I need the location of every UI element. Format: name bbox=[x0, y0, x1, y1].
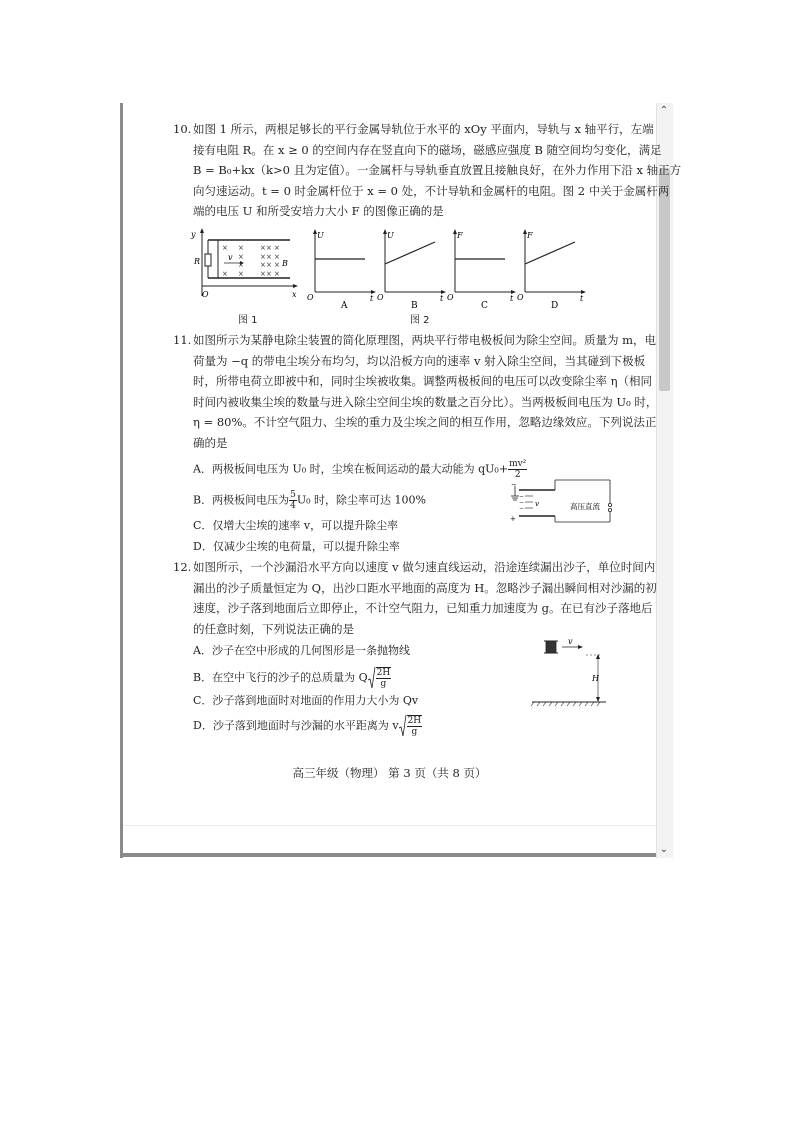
question-11-line: 时间内被收集尘埃的数量与进入除尘空间尘埃的数量之百分比）。当两极板间电压为 U₀ 时， bbox=[193, 394, 658, 409]
question-11-line: 如图所示为某静电除尘装置的简化原理图，两块平行带电极板间为除尘空间。质量为 m，电 bbox=[193, 333, 657, 347]
graph-d bbox=[517, 229, 586, 311]
svg-text:×: × bbox=[260, 253, 266, 261]
question-11-option-a bbox=[193, 459, 527, 480]
page-separator bbox=[123, 825, 656, 826]
viewer-left-border bbox=[120, 103, 123, 858]
graph-a-axis-label: U bbox=[317, 231, 324, 240]
graph-c-axis-label: F bbox=[457, 231, 463, 240]
question-10-line: 接有电阻 R。在 x ≥ 0 的空间内存在竖直向下的磁场，磁感应强度 B 随空间均匀变化，满足 bbox=[193, 142, 662, 157]
option-b-fraction bbox=[376, 667, 392, 689]
question-12-text bbox=[193, 557, 657, 639]
graph-a-origin: O bbox=[307, 293, 314, 302]
graph-b bbox=[377, 229, 446, 311]
svg-text:×: × bbox=[274, 270, 280, 278]
graph-c-origin: O bbox=[447, 293, 454, 302]
question-11-line: 确的是 bbox=[193, 435, 228, 450]
svg-text:×: × bbox=[238, 244, 244, 252]
fraction-denominator: 4 bbox=[290, 501, 296, 511]
hourglass-diagram bbox=[530, 637, 610, 707]
graph-c-label: C bbox=[481, 301, 488, 311]
fig1-b-label: B bbox=[282, 259, 288, 268]
svg-text:×: × bbox=[260, 261, 266, 269]
question-12-option-a: A．沙子在空中形成的几何图形是一条抛物线 bbox=[193, 644, 410, 657]
fraction-numerator: 2H bbox=[376, 668, 391, 678]
fig1-x-label: x bbox=[292, 290, 297, 299]
question-10-line: 如图 1 所示，两根足够长的平行金属导轨位于水平的 xOy 平面内，导轨与 x 轴平行，左端 bbox=[193, 122, 654, 136]
svg-text:×: × bbox=[274, 253, 280, 261]
precipitator-v-label: v bbox=[535, 500, 539, 508]
svg-text:×: × bbox=[222, 270, 228, 278]
viewer-bottom-border bbox=[120, 853, 658, 857]
fraction-numerator: 5 bbox=[290, 490, 296, 500]
graph-d-origin: O bbox=[517, 293, 524, 302]
question-11-line: 时，所带电荷立即被中和，同时尘埃被收集。调整两极板间的电压可以改变除尘率 η（相同 bbox=[193, 374, 653, 389]
fig1-y-label: y bbox=[191, 230, 196, 239]
graph-d-t-label: t bbox=[580, 294, 584, 303]
precipitator-diagram bbox=[505, 476, 615, 526]
svg-text:×: × bbox=[266, 261, 272, 269]
question-11-line: η = 80%。不计空气阻力、尘埃的重力及尘埃之间的相互作用，忽略边缘效应。下列说法正 bbox=[193, 415, 657, 430]
fig1-r-label: R bbox=[194, 257, 201, 266]
svg-text:×: × bbox=[238, 261, 244, 269]
question-11-text bbox=[193, 330, 657, 454]
svg-text:×: × bbox=[238, 270, 244, 278]
minus-sign: − bbox=[511, 481, 517, 489]
figure-2-graphs bbox=[305, 226, 590, 311]
question-10-line: 向匀速运动。t = 0 时金属杆位于 x = 0 处，不计导轨和金属杆的电阻。图 2 中关于金属杆两 bbox=[193, 183, 670, 198]
svg-text:×: × bbox=[238, 253, 244, 261]
option-a-text: A．两极板间电压为 U₀ 时，尘埃在板间运动的最大动能为 qU₀+ bbox=[193, 462, 509, 476]
graph-b-label: B bbox=[411, 301, 418, 311]
question-12-line: 的任意时刻，下列说法正确的是 bbox=[193, 621, 354, 636]
graph-a-label: A bbox=[341, 301, 348, 311]
question-12-line: 如图所示，一个沙漏沿水平方向以速度 v 做匀速直线运动，沿途连续漏出沙子，单位时间内 bbox=[193, 560, 656, 574]
graph-b-t-label: t bbox=[440, 294, 444, 303]
scroll-down-arrow-icon[interactable]: ⌄ bbox=[659, 844, 669, 855]
question-10-line: B = B₀+kx（k>0 且为定值）。一金属杆与导轨垂直放置且接触良好，在外力作用下沿 x 轴正方 bbox=[193, 163, 682, 178]
question-11-line: 荷量为 −q 的带电尘埃分布均匀，均以沿板方向的速率 v 射入除尘空间，当其碰到下极板 bbox=[193, 353, 646, 368]
fraction-denominator: g bbox=[411, 727, 418, 737]
question-12-option-d bbox=[193, 714, 422, 738]
plus-sign: + bbox=[510, 515, 516, 523]
svg-text:×: × bbox=[260, 270, 266, 278]
svg-text:−: − bbox=[519, 505, 525, 512]
question-12-option-b bbox=[193, 666, 391, 690]
page-footer: 高三年级（物理） 第 3 页（共 8 页） bbox=[292, 766, 487, 780]
svg-text:×: × bbox=[274, 244, 280, 252]
question-10-number: 10. bbox=[173, 122, 192, 136]
option-b-text-end: U₀ 时，除尘率可达 100% bbox=[296, 493, 426, 507]
svg-text:−: − bbox=[519, 499, 525, 506]
option-b-fraction bbox=[289, 490, 297, 511]
graph-a bbox=[307, 229, 376, 311]
question-12-number: 12. bbox=[173, 560, 192, 574]
svg-text:×: × bbox=[266, 253, 272, 261]
fraction-denominator: g bbox=[380, 679, 387, 689]
question-10-line: 端的电压 U 和所受安培力大小 F 的图像正确的是 bbox=[193, 204, 444, 219]
fig1-v-label: v bbox=[228, 253, 233, 262]
question-11-option-b bbox=[193, 490, 426, 511]
scroll-up-arrow-icon[interactable]: ⌃ bbox=[659, 105, 669, 116]
option-b-text: B．在空中飞行的沙子的总质量为 Q bbox=[193, 671, 368, 684]
graph-d-label: D bbox=[551, 301, 559, 311]
svg-text:×: × bbox=[222, 244, 228, 252]
figure-2-caption: 图 2 bbox=[410, 315, 430, 326]
svg-text:−: − bbox=[519, 493, 525, 500]
fraction-numerator: 2H bbox=[407, 716, 422, 726]
question-12-option-c: C．沙子落到地面时对地面的作用力大小为 Qv bbox=[193, 694, 419, 707]
fig1-origin-label: O bbox=[202, 290, 209, 299]
graph-c bbox=[447, 229, 516, 311]
question-11-option-d: D．仅减少尘埃的电荷量，可以提升除尘率 bbox=[193, 540, 400, 553]
graph-b-axis-label: U bbox=[387, 231, 394, 240]
svg-text:×: × bbox=[260, 244, 266, 252]
graph-d-axis-label: F bbox=[527, 231, 533, 240]
svg-text:×: × bbox=[274, 261, 280, 269]
option-d-fraction bbox=[407, 715, 423, 737]
hourglass-v-label: v bbox=[568, 637, 573, 646]
figure-1-rails-diagram bbox=[190, 226, 300, 301]
question-11-option-c: C．仅增大尘埃的速率 v，可以提升除尘率 bbox=[193, 519, 399, 532]
graph-b-origin: O bbox=[377, 293, 384, 302]
question-12-line: 漏出的沙子质量恒定为 Q，出沙口距水平地面的高度为 H。忽略沙子漏出瞬间相对沙漏的初 bbox=[193, 580, 657, 595]
hourglass-h-label: H bbox=[592, 674, 599, 683]
sqrt-symbol bbox=[399, 714, 407, 738]
fraction-numerator: mv² bbox=[509, 459, 527, 469]
svg-text:×: × bbox=[266, 244, 272, 252]
question-11-number: 11. bbox=[173, 333, 192, 347]
question-12-line: 速度，沙子落到地面后立即停止，不计空气阻力，已知重力加速度为 g。在已有沙子落地后 bbox=[193, 601, 653, 616]
high-voltage-dc-label: 高压直流 bbox=[570, 502, 600, 511]
figure-1-caption: 图 1 bbox=[238, 315, 258, 326]
question-10-text bbox=[193, 119, 681, 222]
fraction-denominator: 2 bbox=[514, 470, 521, 480]
dust-particles bbox=[519, 493, 524, 512]
sqrt-symbol bbox=[368, 666, 376, 690]
option-b-text: B．两极板间电压为 bbox=[193, 493, 290, 507]
graph-c-t-label: t bbox=[510, 294, 514, 303]
option-d-text: D．沙子落到地面时与沙漏的水平距离为 v bbox=[193, 719, 399, 732]
svg-text:×: × bbox=[266, 270, 272, 278]
graph-a-t-label: t bbox=[370, 294, 374, 303]
